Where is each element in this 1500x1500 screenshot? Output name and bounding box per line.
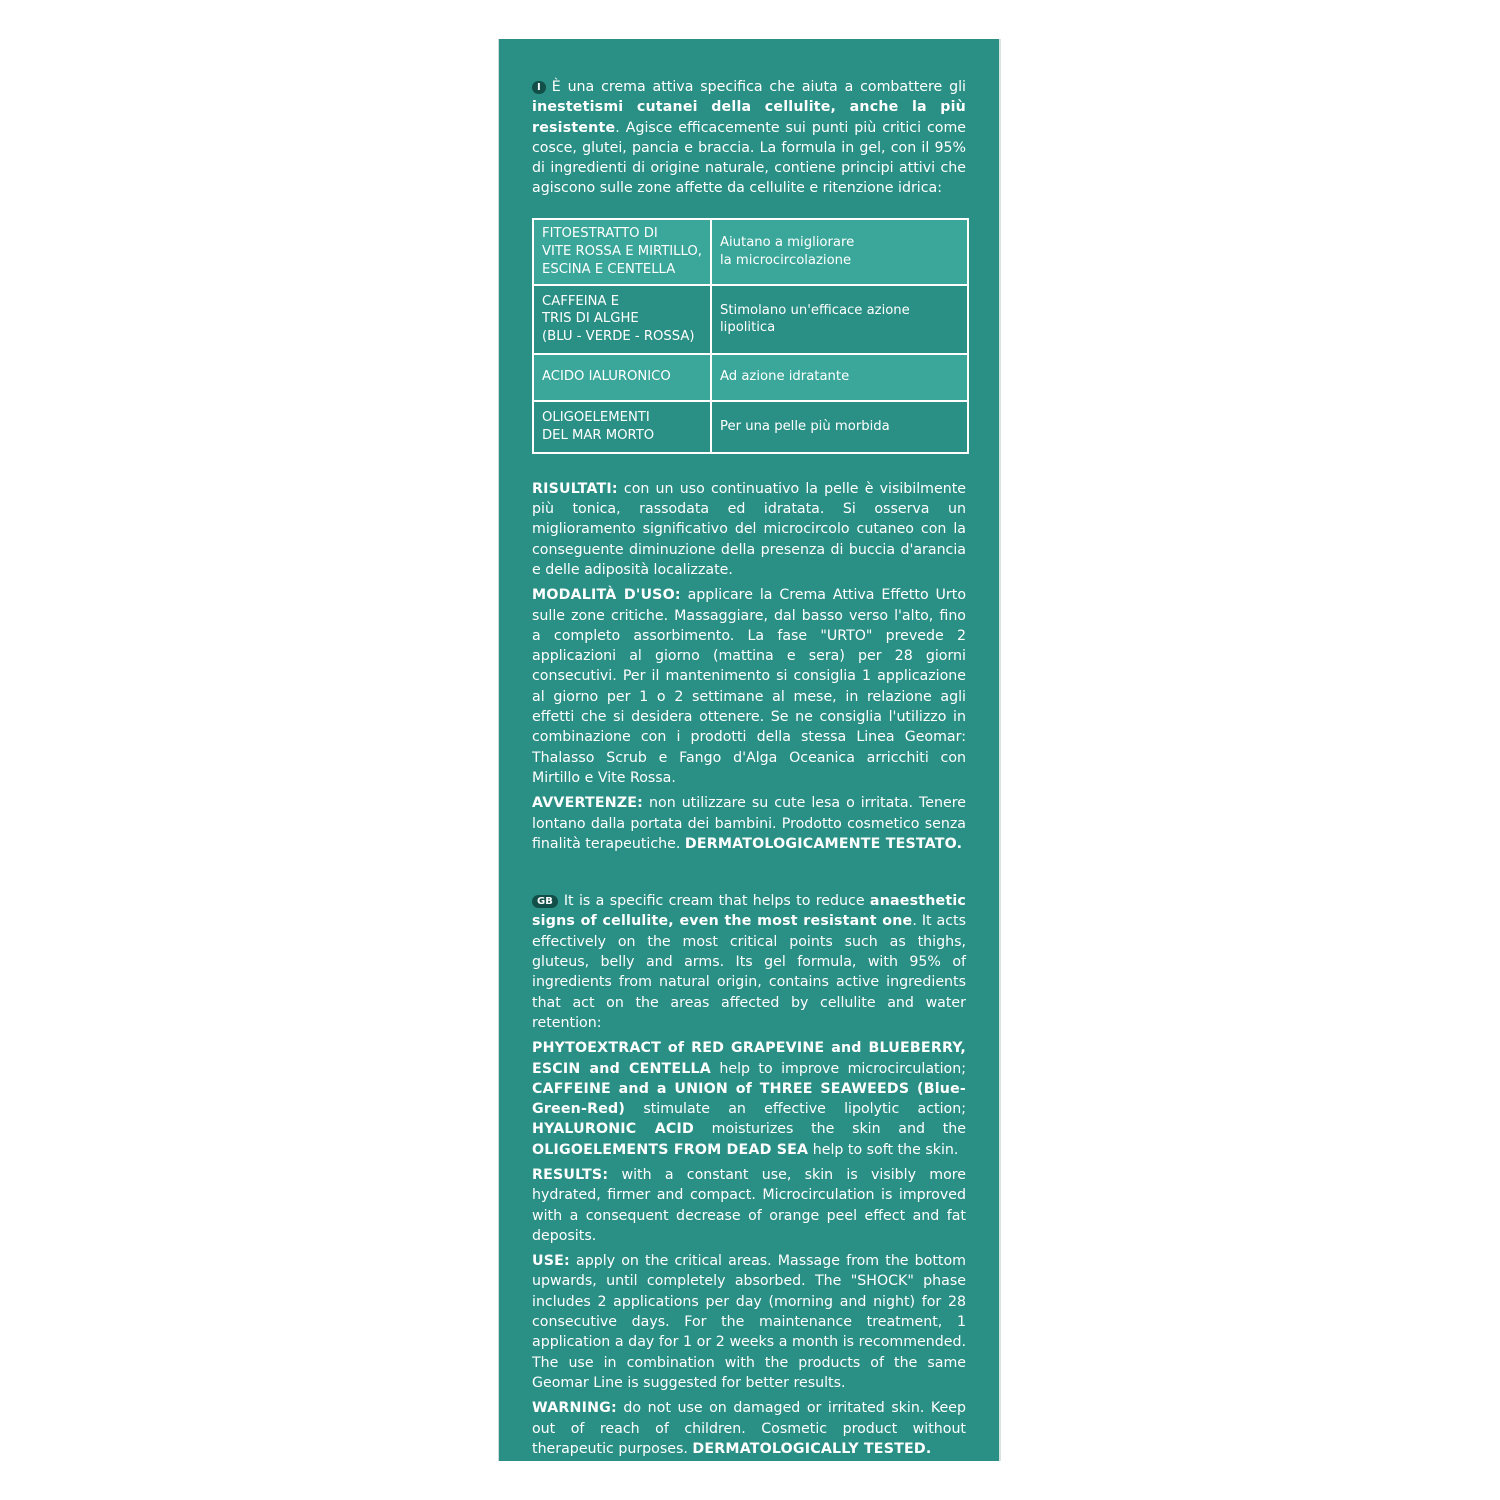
effect-cell: Stimolano un'efficace azione lipolitica — [711, 285, 968, 354]
bold-text-run: AVVERTENZE: — [532, 795, 644, 812]
text-run: applicare la Crema Attiva Effetto Urto sulle zone critiche. Massaggiare, dal basso verso l'alto, fino a completo assorbimento. La fase "URTO" prevede 2 applicazioni al giorno (mattina e sera) per 28 giorni consecutivi. Per il mantenimento si consiglia 1 applicazione al giorno per 1 o 2 settimane al mese, in relazione agli effetti che si desidera ottenere. Se ne consiglia l'utilizzo in combinazione con i prodotti della stessa Linea Geomar: Thalasso Scrub e Fango d'Alga Oceanica arricchiti con Mirtillo e Vite Rossa. — [532, 587, 966, 786]
bold-text-run: PHYTOEXTRACT of RED GRAPEVINE and BLUEBERRY, ESCIN and CENTELLA — [532, 1040, 966, 1077]
text-run: . It acts effectively on the most critical points such as thighs, gluteus, belly and arms. Its gel formula, with 95% of ingredients from natural origin, contains active ingredients that act on the areas affected by cellulite and water retention: — [532, 913, 966, 1031]
bold-text-run: CAFFEINE and a UNION of THREE SEAWEEDS (Blue-Green-Red) — [532, 1080, 966, 1118]
english-language-badge: GB — [532, 895, 558, 908]
bold-text-run: DERMATOLOGICAMENTE TESTATO. — [684, 835, 963, 852]
ingredients-table-row — [533, 401, 968, 453]
text-run: with a constant use, skin is visibly more hydrated, firmer and compact. Microcirculation is improved with a consequent decrease of orange peel effect and fat deposits. — [532, 1166, 966, 1244]
text-run: It is a specific cream that helps to reduce — [563, 893, 870, 910]
bold-text-run: USE: — [532, 1253, 570, 1270]
bold-text-run: DERMATOLOGICALLY TESTED. — [692, 1440, 932, 1457]
text-run: help to improve microcirculation; — [710, 1060, 966, 1077]
text-run: stimulate an effective lipolytic action; — [625, 1101, 966, 1118]
ingredients-table-row — [533, 219, 968, 285]
italian-language-badge: I — [532, 81, 546, 94]
text-run: . Agisce efficacemente sui punti più critici come cosce, glutei, pancia e braccia. La formula in gel, con il 95% di ingredienti di origine naturale, contiene principi attivi che agiscono sulle zone affette da cellulite e ritenzione idrica: — [532, 119, 966, 197]
text-run: do not use on damaged or irritated skin. Keep out of reach of children. Cosmetic product without therapeutic purposes. — [532, 1400, 966, 1457]
ingredient-cell: ACIDO IALURONICO — [533, 354, 711, 401]
package-back-panel — [499, 39, 999, 1461]
it-intro-paragraph — [532, 77, 966, 199]
ingredients-table-row — [533, 354, 968, 401]
it-usage-paragraph — [532, 585, 966, 788]
text-run: moisturizes the skin and the — [693, 1121, 966, 1138]
text-run: apply on the critical areas. Massage from the bottom upwards, until completely absorbed. The "SHOCK" phase includes 2 applications per day (morning and night) for 28 consecutive days. For the maintenance treatment, 1 application a day for 1 or 2 weeks a month is recommended. The use in combination with the products of the same Geomar Line is suggested for better results. — [532, 1253, 966, 1391]
bold-text-run: OLIGOELEMENTS FROM DEAD SEA — [532, 1141, 809, 1158]
bold-text-run: RISULTATI: — [532, 480, 618, 497]
section-spacer — [532, 854, 966, 891]
it-warnings-paragraph — [532, 793, 966, 854]
gb-results-paragraph — [532, 1165, 966, 1246]
gb-warnings-paragraph — [532, 1398, 966, 1459]
effect-cell: Ad azione idratante — [711, 354, 968, 401]
text-run: non utilizzare su cute lesa o irritata. Tenere lontano dalla portata dei bambini. Prodotto cosmetico senza finalità terapeutiche. — [532, 795, 966, 852]
bold-text-run: WARNING: — [532, 1400, 617, 1417]
ingredient-cell: OLIGOELEMENTI DEL MAR MORTO — [533, 401, 711, 453]
ingredients-table — [532, 218, 969, 454]
it-results-paragraph — [532, 479, 966, 580]
effect-cell: Aiutano a migliorare la microcircolazione — [711, 219, 968, 285]
bold-text-run: HYALURONIC ACID — [532, 1121, 694, 1138]
ingredient-cell: CAFFEINA E TRIS DI ALGHE (BLU - VERDE - ROSSA) — [533, 285, 711, 354]
ingredients-table-row — [533, 285, 968, 354]
effect-cell: Per una pelle più morbida — [711, 401, 968, 453]
bold-text-run: RESULTS: — [532, 1166, 609, 1183]
gb-ingredients-paragraph — [532, 1038, 966, 1160]
text-run: con un uso continuativo la pelle è visibilmente più tonica, rassodata ed idratata. Si osserva un miglioramento significativo del microcircolo cutaneo con la conseguente diminuzione della presenza di buccia d'arancia e delle adiposità localizzate. — [532, 480, 966, 578]
ingredient-cell: FITOESTRATTO DI VITE ROSSA E MIRTILLO, ESCINA E CENTELLA — [533, 219, 711, 285]
bold-text-run: MODALITÀ D'USO: — [532, 587, 681, 604]
text-run: help to soft the skin. — [808, 1141, 959, 1158]
text-run: È una crema attiva specifica che aiuta a combattere gli — [551, 79, 966, 95]
bold-text-run: anaesthetic signs of cellulite, even the most resistant one — [532, 893, 966, 930]
bold-text-run: inestetismi cutanei della cellulite, anche la più resistente — [532, 99, 966, 136]
gb-intro-paragraph — [532, 891, 966, 1033]
label-text-block — [532, 77, 966, 1459]
gb-usage-paragraph — [532, 1251, 966, 1393]
